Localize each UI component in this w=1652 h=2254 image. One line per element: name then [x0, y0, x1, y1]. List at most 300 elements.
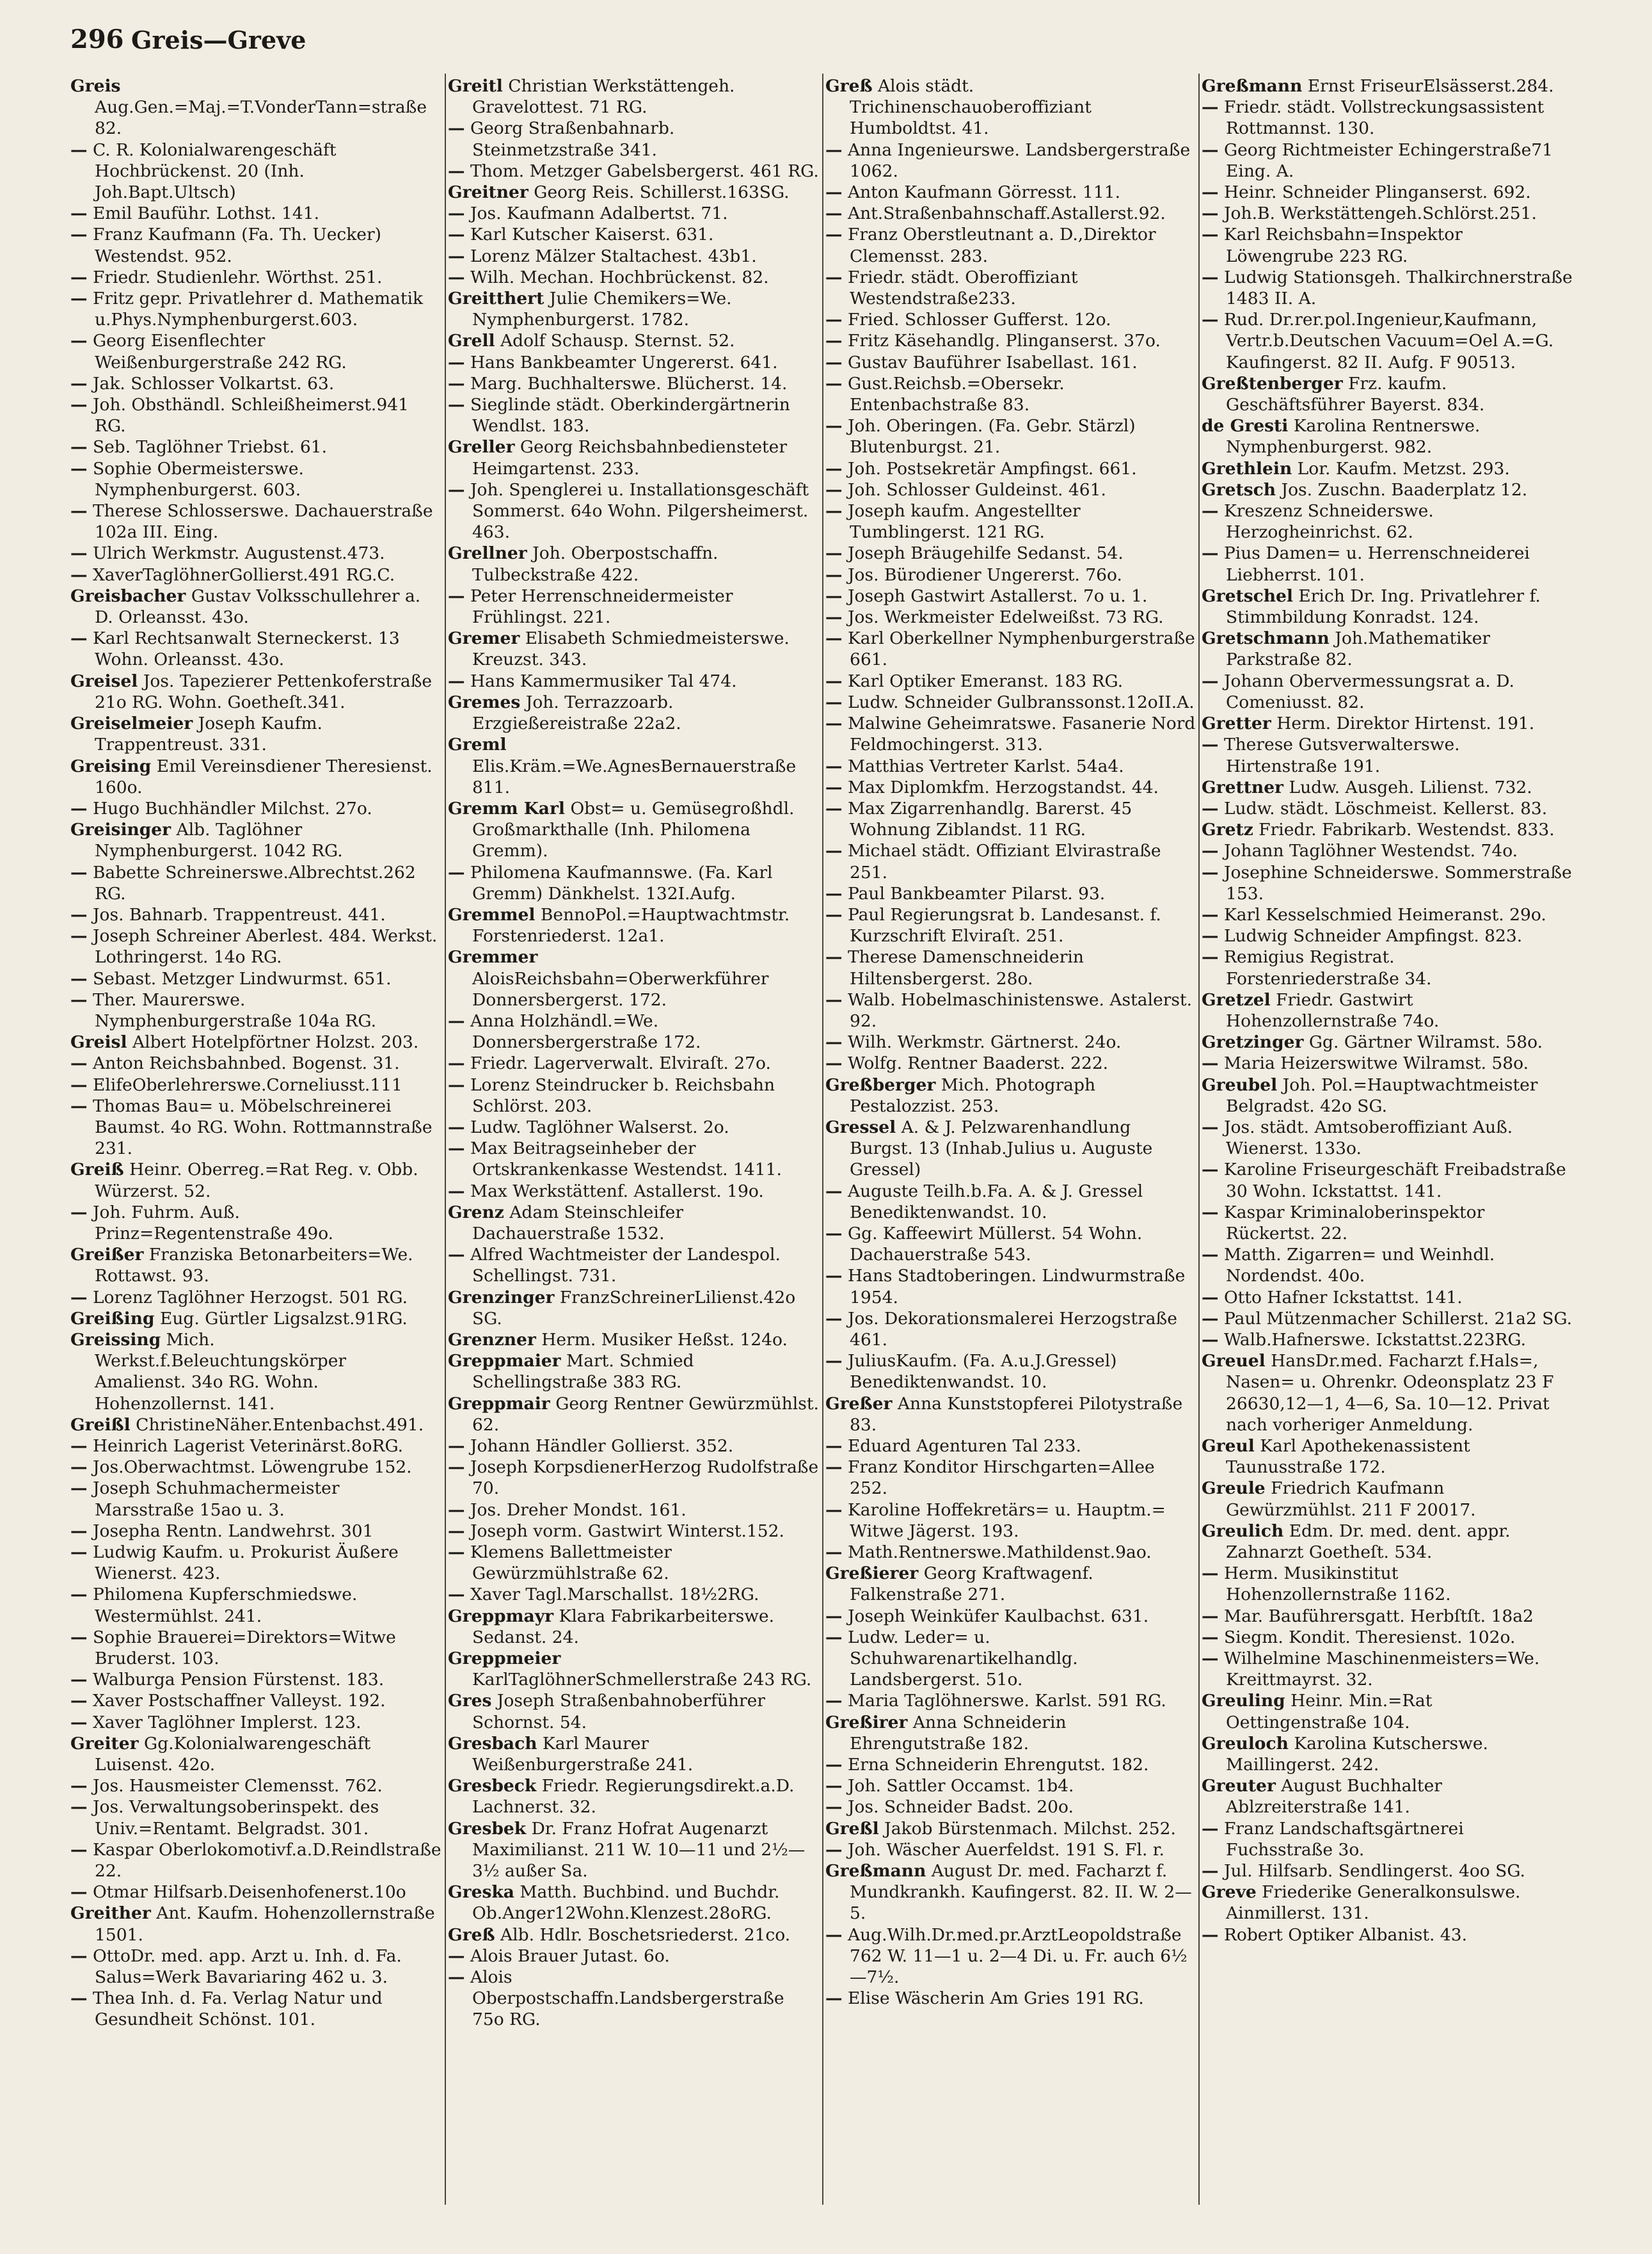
- directory-entry: [70, 373, 441, 394]
- entry-surname: —: [1202, 1563, 1219, 1584]
- entry-surname: —: [1202, 798, 1219, 819]
- entry-surname: —: [825, 1797, 843, 1818]
- directory-entry: [825, 1796, 1196, 1818]
- directory-entry: [1202, 947, 1573, 989]
- entry-surname: Greßberger: [825, 1075, 936, 1095]
- entry-surname: Gremm Karl: [448, 798, 565, 819]
- directory-entry: [1202, 543, 1573, 585]
- entry-text: Anna Schneiderin Ehrengutstraße 182.: [850, 1712, 1067, 1754]
- entry-text: Joh. Pol.=Hauptwachtmeister Belgradst. 42o SG.: [1226, 1075, 1538, 1116]
- entry-text: Frz. kaufm. Geschäftsführer Bayerst. 834.: [1226, 373, 1485, 415]
- entry-text: Karoline Hoffekretärs= u. Hauptm.= Witwe Jägerst. 193.: [847, 1499, 1166, 1541]
- entry-text: Jos. Bürodiener Ungererst. 76o.: [847, 564, 1122, 585]
- directory-entry: [825, 713, 1196, 755]
- entry-text: Joseph Bräugehilfe Sedanst. 54.: [847, 543, 1124, 564]
- entry-surname: —: [825, 1924, 843, 1945]
- entry-text: Emil Vereinsdiener Theresienst. 160o.: [95, 756, 433, 797]
- entry-surname: —: [70, 204, 88, 224]
- entry-surname: —: [825, 204, 843, 224]
- entry-text: Georg Eisenflechter Weißenburgerstraße 242 RG.: [92, 331, 347, 372]
- directory-entry: [825, 1924, 1196, 1988]
- entry-text: Klara Fabrikarbeiterswe. Sedanst. 24.: [472, 1606, 775, 1647]
- entry-surname: —: [448, 395, 465, 415]
- directory-entry: [825, 1690, 1196, 1711]
- entry-text: Erna Schneiderin Ehrengutst. 182.: [847, 1755, 1149, 1775]
- entry-surname: Gressel: [825, 1117, 896, 1137]
- directory-entry: [448, 586, 819, 628]
- entry-text: Friedr. städt. Oberoffiziant Westendstraße233.: [847, 267, 1078, 309]
- entry-text: Friedr. Gastwirt Hohenzollernstraße 74o.: [1226, 989, 1440, 1031]
- entry-text: Dr. Franz Hofrat Augenarzt Maximilianst. 211 W. 10—11 und 2½—3½ außer Sa.: [472, 1818, 806, 1882]
- directory-entry: [1202, 203, 1573, 224]
- directory-entry: [70, 1903, 441, 1945]
- entry-surname: de Gresti: [1202, 416, 1289, 436]
- entry-surname: —: [825, 628, 843, 649]
- entry-text: Max Beitragseinheber der Ortskrankenkasse Westendst. 1411.: [470, 1139, 782, 1180]
- entry-surname: Gretschmann: [1202, 628, 1330, 649]
- directory-entry: [70, 564, 441, 586]
- directory-entry: [448, 1606, 819, 1648]
- directory-entry: [70, 1946, 441, 1988]
- entry-surname: Greisel: [70, 671, 138, 691]
- directory-entry: [70, 1032, 441, 1053]
- entry-surname: —: [70, 1839, 88, 1860]
- entry-surname: Greska: [448, 1882, 514, 1903]
- entry-text: Wilh. Werkmstr. Gärtnerst. 24o.: [847, 1032, 1122, 1053]
- directory-entry: [825, 182, 1196, 203]
- entry-surname: —: [70, 1436, 88, 1456]
- entry-text: Ludw. Ausgeh. Lilienst. 732.: [1289, 777, 1532, 797]
- entry-text: Philomena Kupferschmiedswe. Westermühlst. 241.: [92, 1585, 358, 1626]
- entry-surname: —: [448, 118, 465, 139]
- entry-surname: Greve: [1202, 1882, 1257, 1903]
- directory-entry: [1202, 140, 1573, 182]
- directory-entry: [825, 1775, 1196, 1796]
- entry-surname: —: [825, 586, 843, 606]
- entry-surname: —: [825, 607, 843, 628]
- entry-surname: Greither: [70, 1903, 151, 1924]
- directory-entry: [70, 1075, 441, 1096]
- entry-text: Lorenz Taglöhner Herzogst. 501 RG.: [92, 1287, 408, 1307]
- entry-text: Gg.Kolonialwarengeschäft Luisenst. 42o.: [95, 1733, 371, 1775]
- entry-surname: —: [825, 947, 843, 968]
- entry-text: Franz Landschaftsgärtnerei Fuchsstraße 3o.: [1223, 1818, 1464, 1860]
- entry-surname: —: [825, 416, 843, 436]
- directory-column-1: [70, 76, 441, 2187]
- entry-text: Wolfg. Rentner Baaderst. 222.: [847, 1053, 1109, 1074]
- column-divider: [445, 74, 446, 2205]
- directory-entry: [825, 1117, 1196, 1181]
- entry-surname: —: [825, 1776, 843, 1796]
- entry-text: Georg Straßenbahnarb. Steinmetzstraße 341.: [470, 118, 675, 160]
- entry-text: Alb. Taglöhner Nymphenburgerst. 1042 RG.: [95, 820, 343, 861]
- entry-text: Josepha Rentn. Landwehrst. 301: [92, 1521, 374, 1541]
- entry-surname: —: [1202, 947, 1219, 968]
- directory-entry: [70, 1882, 441, 1903]
- directory-entry: [448, 1690, 819, 1732]
- directory-entry: [825, 1860, 1196, 1924]
- entry-text: Ludw. städt. Löschmeist. Kellerst. 83.: [1223, 798, 1548, 819]
- entry-surname: —: [70, 904, 88, 925]
- directory-entry: [448, 1435, 819, 1457]
- entry-surname: —: [825, 1755, 843, 1775]
- directory-entry: [448, 1521, 819, 1542]
- directory-entry: [1202, 1648, 1573, 1690]
- directory-entry: [448, 1648, 819, 1690]
- directory-entry: [825, 1606, 1196, 1627]
- directory-entry: [70, 1329, 441, 1414]
- entry-text: ElifeOberlehrerswe.Corneliusst.111: [92, 1075, 402, 1095]
- entry-surname: —: [448, 1457, 465, 1478]
- entry-text: Friedr. städt. Vollstreckungsassistent Rottmannst. 130.: [1223, 97, 1545, 139]
- entry-text: Herm. Direktor Hirtenst. 191.: [1276, 714, 1535, 734]
- directory-column-4: [1202, 76, 1573, 2187]
- entry-surname: —: [1202, 904, 1219, 925]
- entry-surname: Greller: [448, 437, 515, 458]
- directory-entry: [448, 267, 819, 288]
- entry-surname: —: [1202, 671, 1219, 691]
- entry-text: Eduard Agenturen Tal 233.: [847, 1436, 1081, 1456]
- directory-entry: [825, 373, 1196, 415]
- entry-surname: Gresbek: [448, 1818, 527, 1839]
- entry-surname: —: [1202, 543, 1219, 564]
- entry-surname: —: [825, 310, 843, 330]
- directory-entry: [1202, 1882, 1573, 1924]
- entry-text: Matthias Vertreter Karlst. 54a4.: [847, 756, 1124, 776]
- entry-surname: Greßtenberger: [1202, 373, 1343, 394]
- entry-text: Auguste Teilh.b.Fa. A. & J. Gressel Benediktenwandst. 10.: [847, 1181, 1143, 1222]
- entry-surname: Greßierer: [825, 1563, 919, 1584]
- entry-surname: —: [1202, 204, 1219, 224]
- entry-text: KarlTaglöhnerSchmellerstraße 243 RG.: [472, 1670, 812, 1690]
- directory-entry: [1202, 479, 1573, 500]
- directory-entry: [448, 246, 819, 267]
- entry-surname: —: [825, 1266, 843, 1286]
- entry-surname: —: [70, 1946, 88, 1966]
- entry-text: Karl Optiker Emeranst. 183 RG.: [847, 671, 1124, 691]
- directory-entry: [1202, 76, 1573, 97]
- directory-entry: [70, 1414, 441, 1435]
- entry-text: Elisabeth Schmiedmeisterswe. Kreuzst. 343.: [472, 628, 790, 670]
- directory-entry: [70, 1775, 441, 1796]
- directory-entry: [825, 1988, 1196, 2009]
- entry-text: Paul Bankbeamter Pilarst. 93.: [847, 883, 1106, 904]
- directory-entry: [448, 1499, 819, 1521]
- running-head: Greis—Greve: [131, 26, 306, 54]
- entry-surname: Greßmann: [825, 1861, 926, 1882]
- directory-entry: [70, 862, 441, 904]
- entry-text: Joh. Fuhrm. Auß. Prinz=Regentenstraße 49o.: [92, 1202, 334, 1243]
- entry-text: Jos. Hausmeister Clemensst. 762.: [92, 1776, 383, 1796]
- entry-surname: Grellner: [448, 543, 527, 564]
- directory-entry: [448, 373, 819, 394]
- entry-surname: —: [1202, 1053, 1219, 1074]
- entry-surname: —: [825, 904, 843, 925]
- entry-surname: Greis: [70, 76, 121, 96]
- directory-entry: [1202, 628, 1573, 670]
- entry-surname: —: [825, 692, 843, 712]
- directory-entry: [70, 1839, 441, 1882]
- directory-entry: [1202, 309, 1573, 373]
- entry-surname: Gremes: [448, 692, 521, 712]
- entry-surname: Greuel: [1202, 1351, 1266, 1371]
- entry-surname: —: [70, 564, 88, 585]
- entry-text: Karl Oberkellner Nymphenburgerstraße 661.: [847, 628, 1195, 670]
- entry-text: Anna Ingenieurswe. Landsbergerstraße 1062.: [847, 140, 1191, 181]
- entry-surname: Greisl: [70, 1032, 127, 1053]
- entry-text: Max Diplomkfm. Herzogstandst. 44.: [847, 777, 1159, 797]
- entry-surname: Greppmair: [448, 1393, 550, 1414]
- directory-entry: [448, 1457, 819, 1499]
- entry-text: Johann Taglöhner Westendst. 74o.: [1223, 841, 1518, 861]
- directory-entry: [825, 1393, 1196, 1435]
- entry-surname: Greißer: [70, 1245, 144, 1265]
- entry-text: Karolina Kutscherswe. Maillingerst. 242.: [1226, 1733, 1488, 1775]
- entry-text: Anton Kaufmann Görresst. 111.: [847, 182, 1121, 203]
- directory-entry: [70, 671, 441, 713]
- entry-surname: —: [1202, 1245, 1219, 1265]
- directory-entry: [825, 1265, 1196, 1307]
- entry-text: Babette Schreinerswe.Albrechtst.262 RG.: [92, 862, 416, 904]
- entry-text: Fritz Käsehandlg. Plinganserst. 37o.: [847, 331, 1161, 351]
- entry-surname: Greßl: [825, 1818, 879, 1839]
- entry-text: Wilhelmine Maschinenmeisters=We. Kreittmayrst. 32.: [1223, 1649, 1540, 1690]
- entry-surname: —: [70, 1457, 88, 1478]
- entry-text: Herm. Musiker Heßst. 124o.: [541, 1329, 788, 1350]
- entry-surname: —: [825, 1181, 843, 1201]
- entry-surname: Greitthert: [448, 289, 544, 309]
- entry-surname: —: [448, 267, 465, 287]
- entry-surname: —: [70, 501, 88, 522]
- entry-text: Eug. Gürtler Ligsalzst.91RG.: [159, 1308, 408, 1329]
- entry-text: Friederike Generalkonsulswe. Ainmillerst. 131.: [1226, 1882, 1521, 1924]
- directory-column-2: [448, 76, 819, 2187]
- directory-entry: [825, 607, 1196, 628]
- entry-text: Christian Werkstättengeh. Gravelottest. 71 RG.: [472, 76, 735, 118]
- directory-entry: [70, 713, 441, 755]
- directory-entry: [1202, 97, 1573, 139]
- entry-text: Joh.B. Werkstättengeh.Schlörst.251.: [1223, 204, 1537, 224]
- directory-entry: [825, 1308, 1196, 1350]
- directory-entry: [1202, 734, 1573, 776]
- directory-entry: [1202, 1690, 1573, 1732]
- directory-entry: [1202, 1117, 1573, 1159]
- entry-text: Rud. Dr.rer.pol.Ingenieur,Kaufmann, Vertr.b.Deutschen Vacuum=Oel A.=G. Kaufingerst. 82 II. Aufg. F 90513.: [1223, 310, 1554, 372]
- entry-text: Thomas Bau= u. Möbelschreinerei Baumst. 4o RG. Wohn. Rottmannstraße 231.: [92, 1096, 433, 1159]
- directory-entry: [1202, 182, 1573, 203]
- directory-entry: [1202, 1924, 1573, 1946]
- directory-entry: [1202, 840, 1573, 861]
- directory-entry: [825, 1435, 1196, 1457]
- directory-entry: [448, 203, 819, 224]
- directory-entry: [70, 1542, 441, 1584]
- directory-entry: [825, 947, 1196, 989]
- entry-text: Jak. Schlosser Volkartst. 63.: [92, 373, 335, 394]
- entry-text: Therese Damenschneiderin Hiltensbergerst. 28o.: [847, 947, 1084, 989]
- directory-entry: [448, 734, 819, 798]
- directory-entry: [825, 883, 1196, 904]
- entry-text: Walb.Hafnerswe. Ickstattst.223RG.: [1223, 1329, 1527, 1350]
- entry-text: Edm. Dr. med. dent. appr. Zahnarzt Goetheſt. 534.: [1226, 1521, 1511, 1563]
- entry-text: C. R. Kolonialwarengeschäft Hochbrückenst. 20 (Inh. Joh.Bapt.Ultsch): [92, 140, 337, 203]
- directory-entry: [825, 224, 1196, 266]
- entry-surname: —: [70, 437, 88, 458]
- directory-entry: [70, 288, 441, 330]
- entry-text: Seb. Taglöhner Triebst. 61.: [92, 437, 328, 458]
- directory-entry: [825, 777, 1196, 798]
- entry-surname: —: [448, 1011, 465, 1031]
- entry-surname: —: [825, 140, 843, 160]
- directory-entry: [448, 1202, 819, 1244]
- directory-entry: [70, 394, 441, 436]
- entry-surname: Greßmann: [1202, 76, 1303, 96]
- entry-surname: —: [1202, 1649, 1219, 1669]
- directory-entry: [825, 415, 1196, 458]
- directory-entry: [1202, 1606, 1573, 1627]
- entry-text: Joseph Straßenbahnoberführer Schornst. 54.: [472, 1691, 765, 1732]
- directory-entry: [70, 1457, 441, 1478]
- entry-surname: —: [1202, 225, 1219, 245]
- entry-text: Georg Rentner Gewürzmühlst. 62.: [472, 1393, 819, 1435]
- directory-entry: [448, 1011, 819, 1053]
- directory-entry: [825, 671, 1196, 692]
- entry-surname: —: [448, 862, 465, 883]
- entry-text: Kaspar Oberlokomotivf.a.D.Reindlstraße 22.: [92, 1839, 441, 1882]
- entry-surname: Greule: [1202, 1478, 1266, 1499]
- entry-surname: —: [1202, 735, 1219, 755]
- directory-entry: [1202, 586, 1573, 628]
- entry-text: Johann Obervermessungsrat a. D. Comeniusst. 82.: [1223, 671, 1514, 712]
- entry-text: Aug.Wilh.Dr.med.pr.ArztLeopoldstraße 762 W. 11—1 u. 2—4 Di. u. Fr. auch 6½—7½.: [847, 1924, 1187, 1988]
- entry-text: Joseph Gastwirt Astallerst. 7o u. 1.: [847, 586, 1148, 606]
- directory-entry: [448, 1138, 819, 1180]
- directory-entry: [1202, 373, 1573, 415]
- entry-surname: Greßirer: [825, 1712, 908, 1732]
- directory-entry: [448, 1584, 819, 1605]
- directory-entry: [1202, 1244, 1573, 1286]
- directory-entry: [1202, 904, 1573, 925]
- directory-entry: [70, 1159, 441, 1201]
- entry-surname: —: [825, 352, 843, 372]
- entry-surname: Gretter: [1202, 714, 1271, 734]
- directory-entry: [825, 756, 1196, 777]
- entry-surname: Greuling: [1202, 1691, 1285, 1711]
- directory-entry: [448, 1053, 819, 1074]
- directory-entry: [448, 224, 819, 245]
- entry-text: Robert Optiker Albanist. 43.: [1223, 1924, 1468, 1945]
- directory-entry: [448, 862, 819, 904]
- entry-text: Friedr. Regierungsdirekt.a.D. Lachnerst. 32.: [472, 1776, 795, 1818]
- directory-entry: [1202, 671, 1573, 713]
- entry-surname: —: [1202, 1818, 1219, 1839]
- entry-surname: —: [825, 1032, 843, 1053]
- directory-entry: [448, 1946, 819, 1967]
- entry-text: Mar. Bauführersgatt. Herbſtſt. 18a2: [1223, 1606, 1534, 1626]
- directory-entry: [448, 1329, 819, 1350]
- column-divider: [822, 74, 823, 2205]
- directory-entry: [70, 1712, 441, 1733]
- entry-surname: —: [1202, 1329, 1219, 1350]
- directory-entry: [825, 692, 1196, 713]
- entry-text: Thom. Metzger Gabelsbergerst. 461 RG.: [470, 161, 819, 181]
- directory-entry: [1202, 777, 1573, 798]
- entry-surname: —: [448, 1117, 465, 1137]
- directory-entry: [825, 989, 1196, 1032]
- entry-surname: Greppmayr: [448, 1606, 554, 1626]
- entry-text: Gg. Kaffeewirt Müllerst. 54 Wohn. Dachauerstraße 543.: [847, 1223, 1143, 1265]
- directory-entry: [70, 458, 441, 500]
- entry-text: Sebast. Metzger Lindwurmst. 651.: [92, 968, 392, 989]
- entry-text: Karl Apothekenassistent Taunusstraße 172.: [1226, 1436, 1470, 1478]
- directory-entry: [448, 1117, 819, 1138]
- entry-text: August Dr. med. Facharzt f. Mundkrankh. Kaufingerst. 82. II. W. 2—5.: [850, 1861, 1192, 1924]
- directory-entry: [448, 798, 819, 862]
- entry-surname: —: [825, 182, 843, 203]
- entry-text: Karolina Rentnerswe. Nymphenburgerst. 982.: [1226, 416, 1481, 458]
- directory-entry: [70, 1244, 441, 1286]
- entry-text: Fried. Schlosser Gufferst. 12o.: [847, 310, 1111, 330]
- entry-surname: —: [1202, 1627, 1219, 1647]
- entry-text: Matth. Buchbind. und Buchdr. Ob.Anger12Wohn.Klenzest.28oRG.: [472, 1882, 780, 1924]
- directory-entry: [448, 1733, 819, 1775]
- entry-text: Heinr. Min.=Rat Oettingenstraße 104.: [1226, 1691, 1433, 1732]
- entry-surname: —: [825, 1988, 843, 2009]
- directory-entry: [70, 267, 441, 288]
- entry-surname: —: [825, 1627, 843, 1647]
- directory-entry: [825, 798, 1196, 840]
- entry-surname: —: [825, 714, 843, 734]
- entry-text: Adolf Schausp. Sternst. 52.: [500, 331, 735, 351]
- directory-entry: [825, 1754, 1196, 1775]
- entry-text: Johann Händler Gollierst. 352.: [470, 1436, 734, 1456]
- directory-entry: [70, 968, 441, 989]
- entry-surname: —: [448, 246, 465, 266]
- entry-text: Ulrich Werkmstr. Augustenst.473.: [92, 543, 385, 564]
- directory-entry: [1202, 1818, 1573, 1860]
- directory-entry: [825, 628, 1196, 670]
- entry-text: Joh. Wäscher Auerfeldst. 191 S. Fl. r.: [847, 1839, 1164, 1860]
- entry-text: Joseph Schreiner Aberlest. 484. Werkst. Lothringerst. 14o RG.: [92, 926, 438, 968]
- entry-surname: Greßer: [825, 1393, 893, 1414]
- directory-entry: [448, 692, 819, 734]
- entry-text: Xaver Taglöhner Implerst. 123.: [92, 1712, 361, 1732]
- entry-surname: —: [825, 1351, 843, 1371]
- entry-surname: Greißl: [70, 1414, 131, 1435]
- entry-text: Alb. Hdlr. Boschetsriederst. 21co.: [500, 1924, 791, 1945]
- directory-entry: [70, 1796, 441, 1839]
- entry-text: Karl Kesselschmied Heimeranst. 29o.: [1223, 904, 1546, 925]
- entry-surname: —: [825, 543, 843, 564]
- entry-surname: Greß: [825, 76, 873, 96]
- directory-entry: [825, 1499, 1196, 1542]
- entry-surname: Greisinger: [70, 820, 171, 840]
- entry-text: Aug.Gen.=Maj.=T.VonderTann=straße 82.: [95, 97, 427, 139]
- entry-surname: —: [448, 161, 465, 181]
- entry-surname: —: [70, 1202, 88, 1222]
- directory-entry: [448, 479, 819, 543]
- entry-surname: —: [825, 989, 843, 1010]
- entry-text: Gg. Gärtner Wilramst. 58o.: [1308, 1032, 1543, 1053]
- directory-entry: [70, 224, 441, 266]
- directory-entry: [1202, 500, 1573, 543]
- entry-surname: —: [70, 1670, 88, 1690]
- directory-entry: [825, 840, 1196, 883]
- entry-text: Heinr. Schneider Plinganserst. 692.: [1223, 182, 1531, 203]
- entry-surname: —: [70, 1521, 88, 1541]
- entry-text: Mart. Schmied Schellingstraße 383 RG.: [472, 1351, 694, 1393]
- directory-entry: [70, 1053, 441, 1074]
- entry-text: Gust.Reichsb.=Obersekr. Entenbachstraße 83.: [847, 373, 1065, 415]
